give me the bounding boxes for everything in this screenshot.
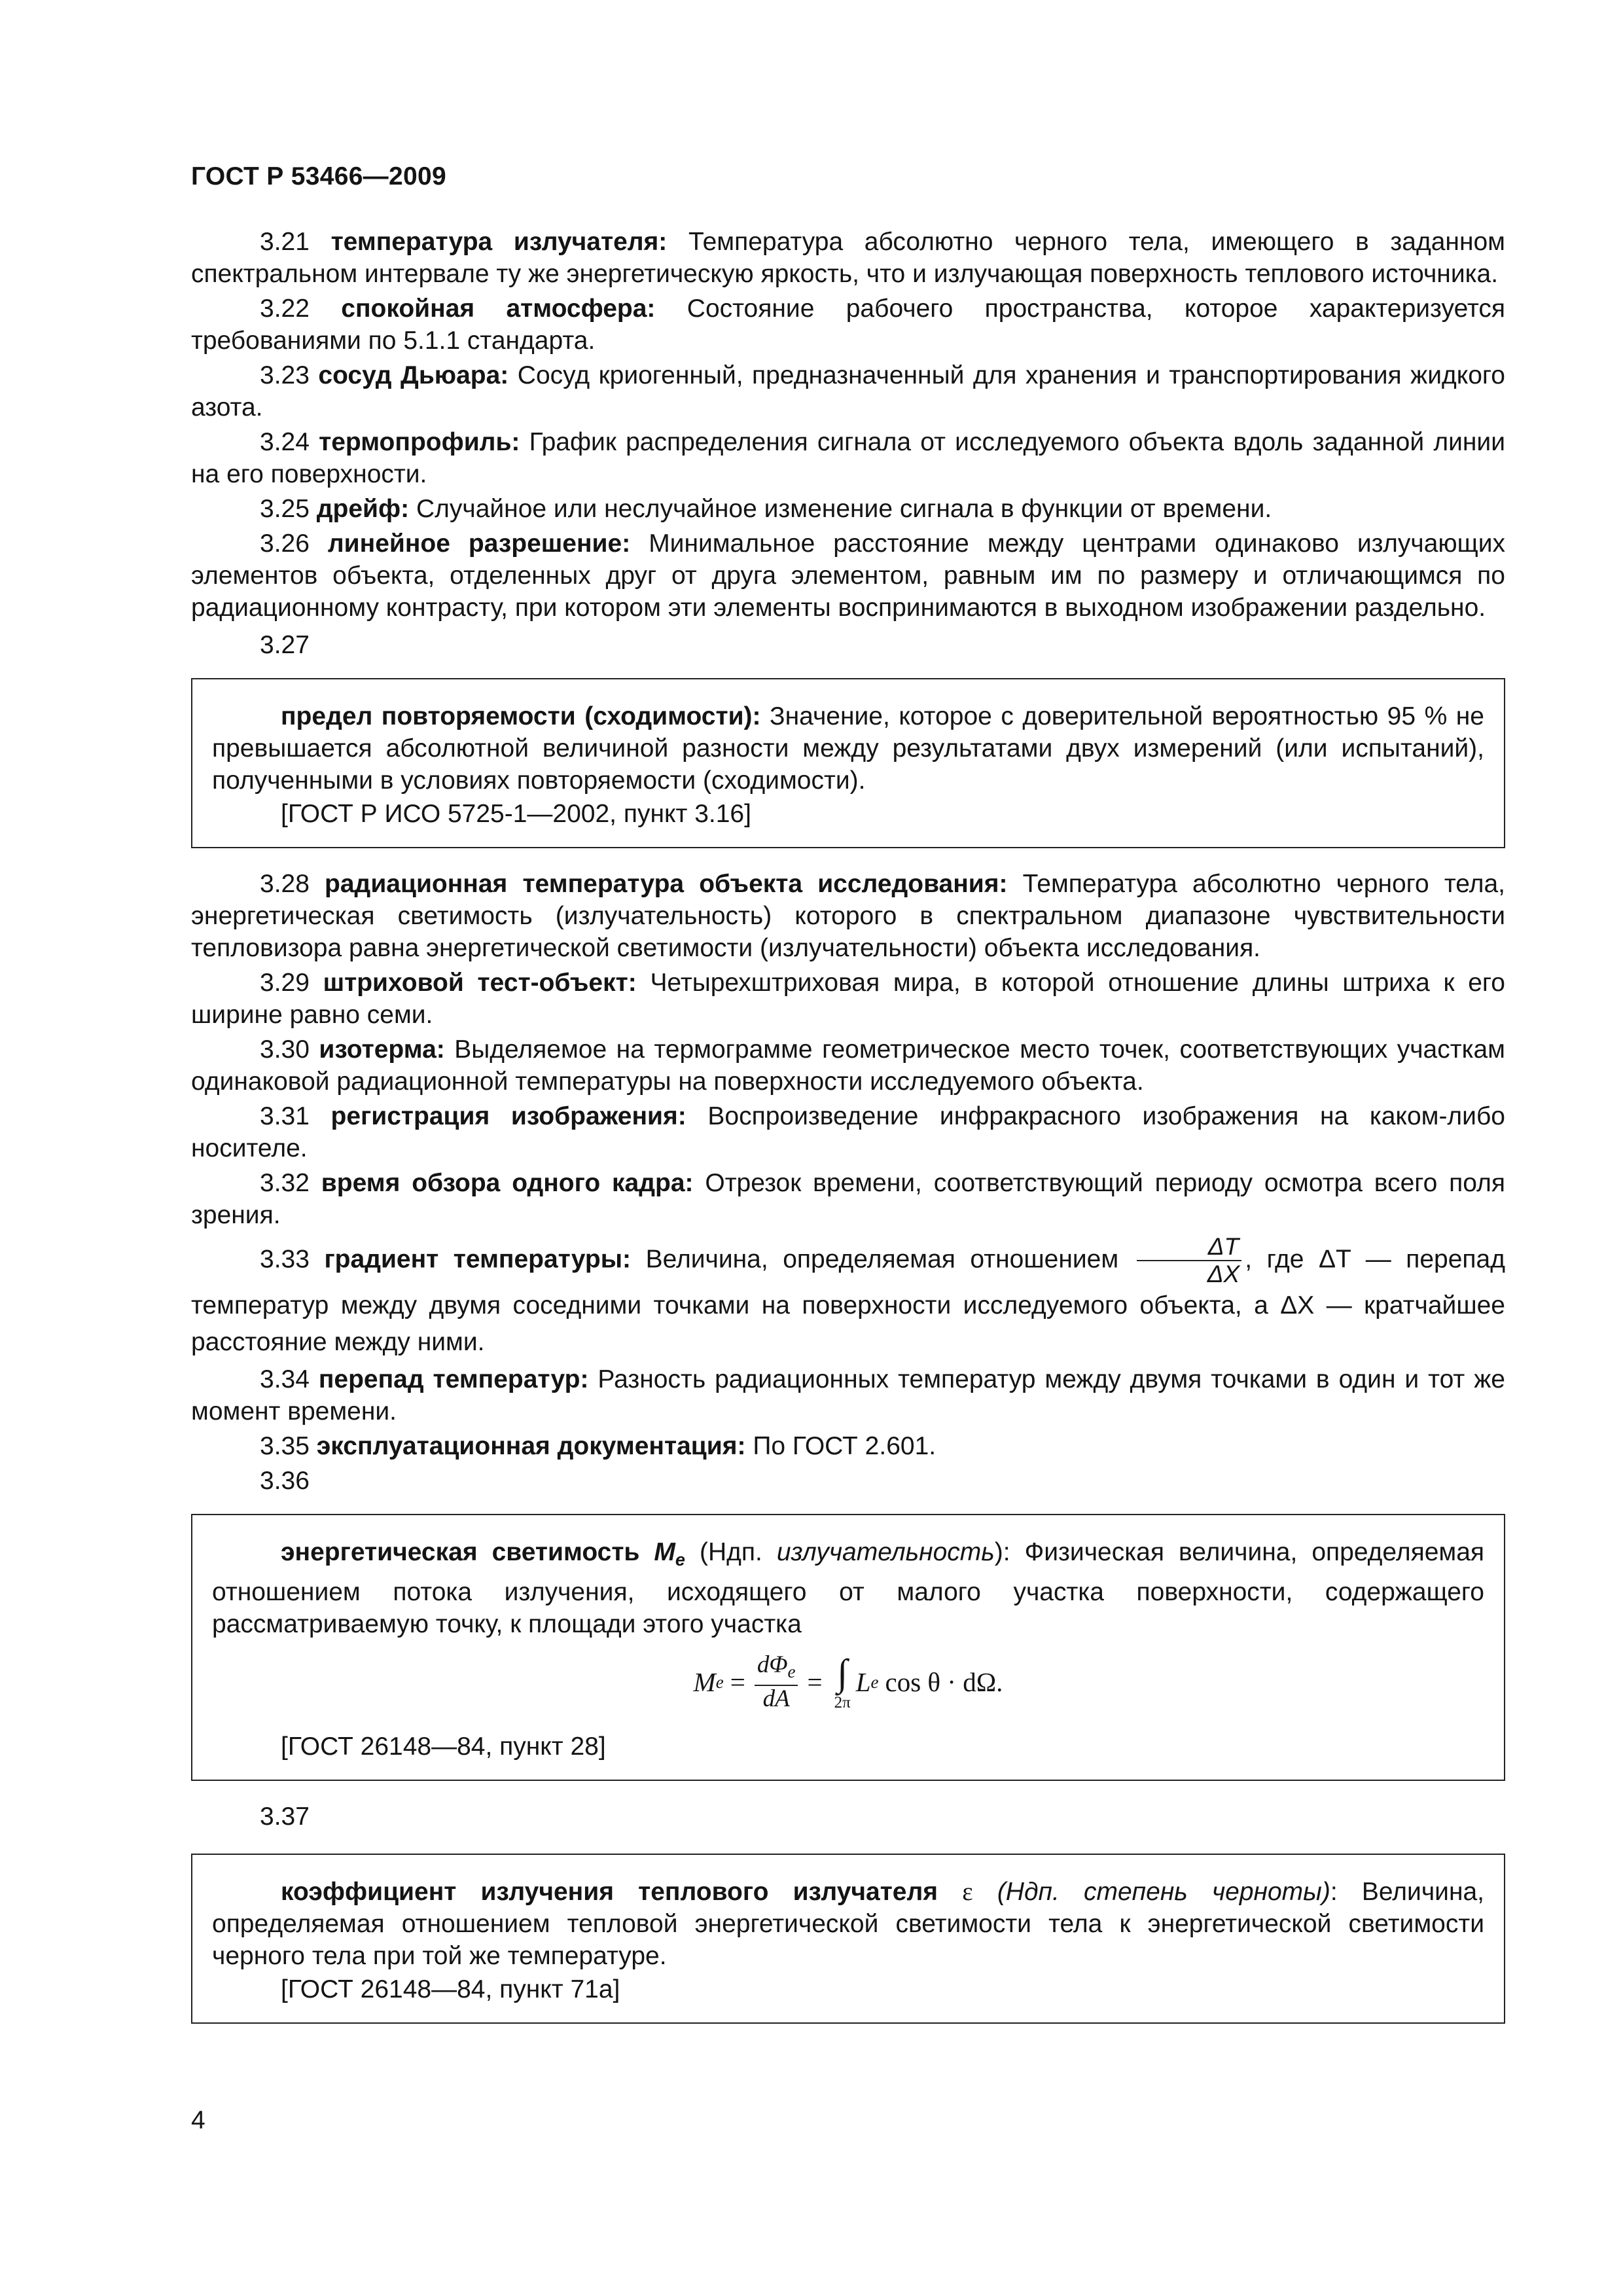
term-number: 3.28 (260, 870, 310, 898)
formula-fraction: $\frac{d\Phi_e}{dA}$ (755, 1652, 798, 1712)
term-title: коэффициент излучения теплового излучателя (281, 1878, 938, 1906)
term-number: 3.33 (260, 1245, 310, 1274)
term-3-30 (191, 1033, 1505, 1098)
term-3-24 (191, 426, 1505, 490)
term-definition-continued: , где ΔT — перепад температур между двумя соседними точками на поверхности исследуемого объекта, а ΔX — кратчайшее расстояние между ними. (191, 1245, 1505, 1356)
delta-t-over-delta-x-fraction (1136, 1234, 1243, 1287)
term-number: 3.32 (260, 1169, 310, 1197)
term-reference: [ГОСТ 26148—84, пункт 71а] (281, 1975, 620, 2003)
term-title: перепад температур: (318, 1365, 589, 1393)
term-definition: Четырехштриховая мира, в которой отношение длины штриха к его ширине равно семи. (191, 969, 1505, 1029)
term-number: 3.24 (260, 428, 310, 456)
term-title: термопрофиль: (319, 428, 520, 456)
term-number: 3.23 (260, 361, 310, 389)
term-3-32 (191, 1167, 1505, 1231)
term-3-31 (191, 1100, 1505, 1164)
term-number: 3.26 (260, 529, 310, 558)
term-3-33 (191, 1234, 1505, 1361)
term-3-27-box (191, 678, 1505, 848)
fraction-denominator: ΔX (1207, 1261, 1240, 1287)
term-title: дрейф: (316, 495, 410, 523)
term-number: 3.30 (260, 1035, 310, 1064)
term-title: градиент температуры: (324, 1245, 632, 1274)
term-definition: Состояние рабочего пространства, которое характеризуется требованиями по 5.1.1 стандарта. (191, 295, 1506, 355)
term-definition: Минимальное расстояние между центрами одинаково излучающих элементов объекта, отделенных друг от друга элементом, равным им по размеру и отличающимся по радиационному контрасту, при котором эти элементы воспринимаются в выходном изображении раздельно. (191, 529, 1506, 622)
term-title: энергетическая светимость (281, 1538, 640, 1566)
term-symbol: $M_e$ (654, 1538, 685, 1570)
luminance-formula: M e = $\frac{d\Phi_e}{dA}$ = ∫ 2π L e cos θ · dΩ. (693, 1651, 1003, 1712)
term-3-27-number: 3.27 (260, 631, 310, 659)
term-title: сосуд Дьюара: (318, 361, 509, 389)
term-definition: По ГОСТ 2.601. (753, 1432, 936, 1460)
term-definition: Разность радиационных температур между двумя точками в один и тот же момент времени. (191, 1365, 1505, 1426)
term-definition: Величина, определяемая отношением тепловой энергетической светимости тела к энергетической светимости черного тела при той же температуре. (212, 1878, 1485, 1970)
term-3-29 (191, 967, 1505, 1031)
term-3-35 (191, 1430, 1505, 1462)
term-number: 3.34 (260, 1365, 310, 1393)
term-definition: Величина, определяемая отношением (645, 1245, 1119, 1274)
term-reference: [ГОСТ 26148—84, пункт 28] (281, 1732, 606, 1761)
term-3-36 (212, 1536, 1484, 1640)
ndp-suffix: ): (994, 1538, 1010, 1566)
term-number: 3.35 (260, 1432, 310, 1460)
term-number: 3.21 (260, 228, 310, 256)
term-definition: Сосуд криогенный, предназначенный для хранения и транспортирования жидкого азота. (191, 361, 1505, 422)
term-title: предел повторяемости (сходимости): (281, 702, 761, 730)
page-number: 4 (191, 2106, 205, 2134)
term-3-22 (191, 293, 1505, 357)
term-3-36-number: 3.36 (260, 1467, 310, 1495)
term-definition: График распределения сигнала от исследуемого объекта вдоль заданной линии на его поверхности. (191, 428, 1506, 488)
term-3-37-box (191, 1854, 1505, 2024)
term-title: штриховой тест-объект: (323, 969, 637, 997)
ndp-text: (Ндп. степень черноты) (997, 1878, 1330, 1906)
term-definition: Воспроизведение инфракрасного изображения на каком-либо носителе. (191, 1102, 1505, 1162)
term-title: температура излучателя: (330, 228, 668, 256)
integral-sign: ∫ 2π (834, 1651, 851, 1712)
fraction-numerator: ΔT (1137, 1234, 1241, 1261)
term-reference: [ГОСТ Р ИСО 5725-1—2002, пункт 3.16] (281, 800, 751, 828)
term-title: радиационная температура объекта исследования: (325, 870, 1008, 898)
term-3-21 (191, 226, 1505, 290)
term-definition: Выделяемое на термограмме геометрическое место точек, соответствующих участкам одинаковой радиационной температуры на поверхности исследуемого объекта. (191, 1035, 1505, 1096)
term-3-36-box (191, 1514, 1505, 1781)
term-title: спокойная атмосфера: (341, 295, 656, 323)
term-title: изотерма: (319, 1035, 445, 1064)
ndp-prefix: (Ндп. (699, 1538, 777, 1566)
term-title: регистрация изображения: (330, 1102, 687, 1130)
term-number: 3.22 (260, 295, 310, 323)
term-definition: Температура абсолютно черного тела, имеющего в заданном спектральном интервале ту же энергетическую яркость, что и излучающая поверхность теплового источника. (191, 228, 1505, 288)
term-3-34 (191, 1363, 1505, 1427)
document-header: ГОСТ Р 53466—2009 (191, 162, 446, 190)
term-3-37-number: 3.37 (260, 1803, 310, 1831)
ndp-term: излучательность (776, 1538, 995, 1566)
term-title: эксплуатационная документация: (316, 1432, 746, 1460)
term-3-23 (191, 359, 1505, 423)
term-title: время обзора одного кадра: (321, 1169, 694, 1197)
term-definition: Случайное или неслучайное изменение сигнала в функции от времени. (416, 495, 1272, 523)
document-body (191, 226, 1505, 2043)
term-number: 3.25 (260, 495, 310, 523)
term-symbol: ε (962, 1878, 973, 1906)
term-number: 3.29 (260, 969, 310, 997)
term-number: 3.31 (260, 1102, 310, 1130)
term-title: линейное разрешение: (327, 529, 631, 558)
term-3-25 (191, 493, 1505, 525)
term-definition: Температура абсолютно черного тела, энергетическая светимость (излучательность) которого в спектральном диапазоне чувствительности тепловизора равна энергетической светимости (излучательности) объекта исследования. (191, 870, 1505, 962)
term-definition: Значение, которое с доверительной вероятностью 95 % не превышается абсолютной величиной разности между результатами двух измерений (или испытаний), полученными в условиях повторяемости (сходимости). (212, 702, 1484, 795)
term-3-26 (191, 528, 1505, 624)
term-3-27 (212, 700, 1484, 797)
term-3-37: коэффициент излучения теплового излучателя ε (Ндп. степень черноты): Величина, определяемая отношением тепловой энергетической светимости тела к энергетической светимости черного тела при той же температуре. (212, 1878, 1485, 1970)
term-definition: Физическая величина, определяемая отношением потока излучения, исходящего от малого участка поверхности, содержащего рассматриваемую точку, к площади этого участка (212, 1538, 1485, 1638)
term-definition: Отрезок времени, соответствующий периоду осмотра всего поля зрения. (191, 1169, 1505, 1229)
term-3-28 (191, 868, 1505, 964)
